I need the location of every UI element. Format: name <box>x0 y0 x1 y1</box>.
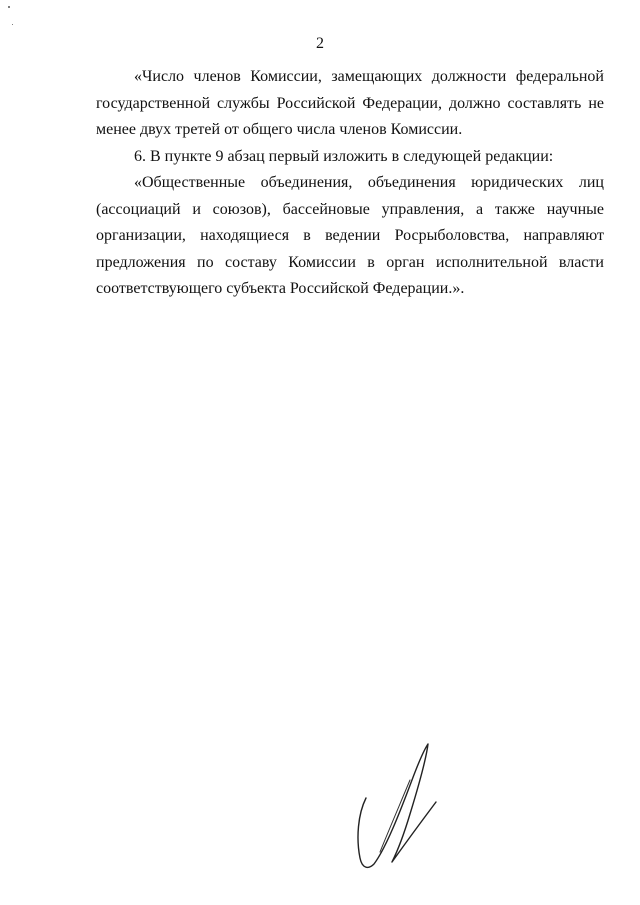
paragraph-public-associations: «Общественные объединения, объединения юридических лиц (ассоциаций и союзов), бассейновые управления, а также научные организации, находящиеся в ведении Росрыболовства, направляют предложения по составу Комиссии в орган исполнительной власти соответствующего субъекта Российской Федерации.». <box>96 174 604 297</box>
document-body <box>96 64 604 303</box>
scan-speck <box>12 24 13 25</box>
scan-speck <box>8 6 10 8</box>
paragraph-item-6: 6. В пункте 9 абзац первый изложить в следующей редакции: <box>134 147 554 165</box>
signature-image <box>352 740 442 872</box>
paragraph-commission-members: «Число членов Комиссии, замещающих должности федеральной государственной службы Российской Федерации, должно составлять не менее двух третей от общего числа членов Комиссии. <box>96 68 604 138</box>
page-number: 2 <box>316 35 324 52</box>
